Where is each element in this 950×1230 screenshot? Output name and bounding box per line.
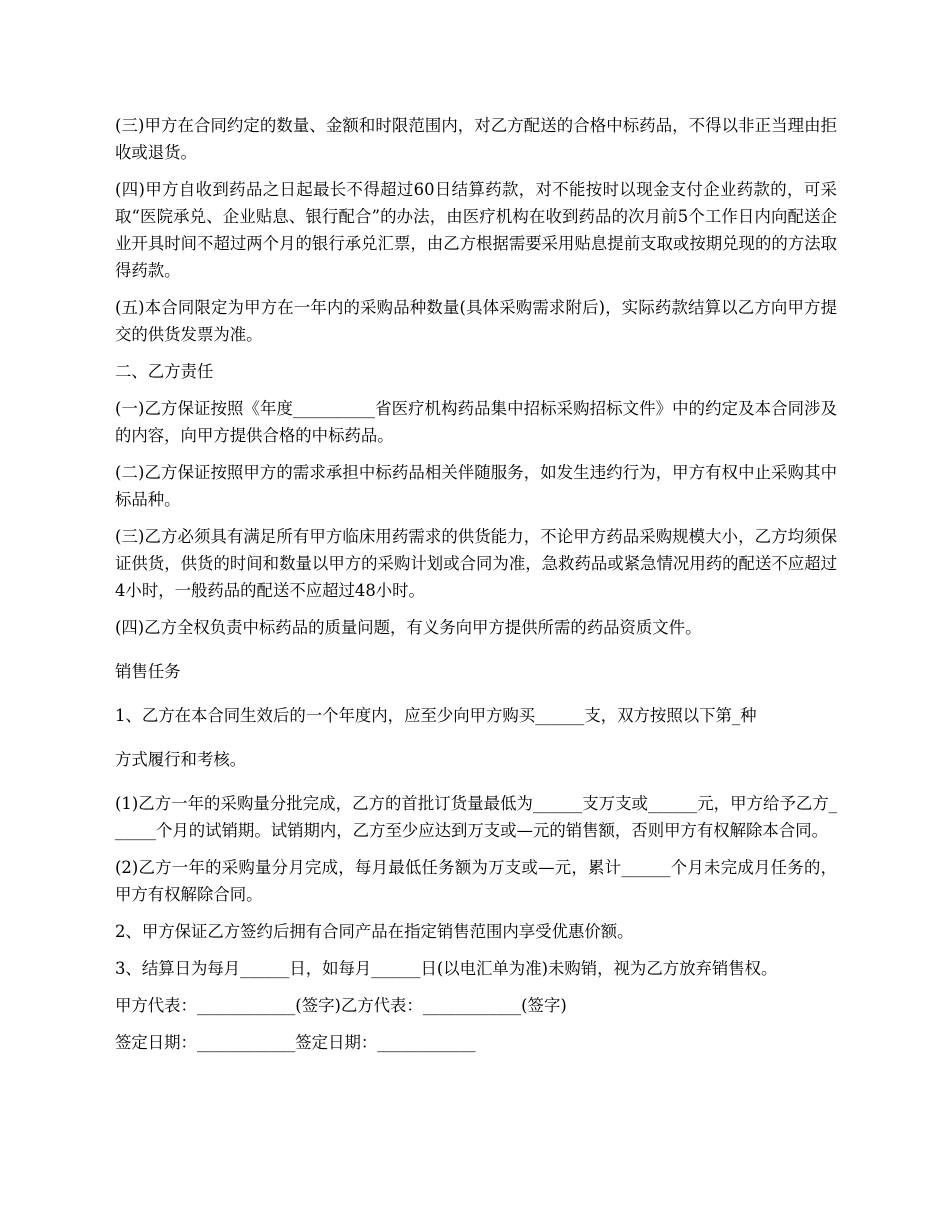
section-heading-party-b: 二、乙方责任 [115,362,214,381]
paragraph-sales-task-3: 3、结算日为每月______日，如每月______日(以电汇单为准)未购销，视为乙方放弃销售权。 [115,959,778,978]
paragraph-party-a-no-reject: (三)甲方在合同约定的数量、金额和时限范围内，对乙方配送的合格中标药品，不得以非正当理由拒收或退货。 [115,116,837,162]
paragraph-party-a-scope: (五)本合同限定为甲方在一年内的采购品种数量(具体采购需求附后)，实际药款结算以乙方向甲方提交的供货发票为准。 [115,298,837,344]
signature-line: 甲方代表：____________(签字)乙方代表：____________(签字) [115,996,567,1015]
paragraph-party-b-supply: (三)乙方必须具有满足所有甲方临床用药需求的供货能力，不论甲方药品采购规模大小，乙方均须保证供货，供货的时间和数量以甲方的采购计划或合同为准，急救药品或紧急情况用药的配送不应超过4小时，一般药品的配送不应超过48小时。 [115,527,837,600]
paragraph-sales-task-2: 2、甲方保证乙方签约后拥有合同产品在指定销售范围内享受优惠价额。 [115,922,634,941]
document-body [115,112,837,1066]
signing-date-line: 签定日期：____________签定日期：____________ [115,1033,476,1052]
paragraph-party-a-settlement: (四)甲方自收到药品之日起最长不得超过60日结算药款，对不能按时以现金支付企业药款的，可采取“医院承兑、企业贴息、银行配合”的办法，由医疗机构在收到药品的次月前5个工作日内向配送企业开具时间不超过两个月的银行承兑汇票，由乙方根据需要采用贴息提前支取或按期兑现的的方法取得药款。 [115,180,837,280]
paragraph-sales-task-1: 1、乙方在本合同生效后的一个年度内，应至少向甲方购买______支，双方按照以下第_种 [115,706,757,725]
paragraph-party-b-service: (二)乙方保证按照甲方的需求承担中标药品相关伴随服务，如发生违约行为，甲方有权中止采购其中标品种。 [115,463,837,509]
section-heading-sales-task: 销售任务 [115,662,181,681]
paragraph-sales-option-1: (1)乙方一年的采购量分批完成，乙方的首批订货量最低为______支万支或______元，甲方给予乙方______个月的试销期。试销期内，乙方至少应达到万支或—元的销售额，否则甲方有权解除本合同。 [115,794,837,840]
paragraph-party-b-quality: (四)乙方全权负责中标药品的质量问题，有义务向甲方提供所需的药品资质文件。 [115,618,702,637]
paragraph-party-b-guarantee: (一)乙方保证按照《年度__________省医疗机构药品集中招标采购招标文件》中的约定及本合同涉及的内容，向甲方提供合格的中标药品。 [115,399,837,445]
paragraph-sales-option-2: (2)乙方一年的采购量分月完成，每月最低任务额为万支或—元，累计______个月未完成月任务的，甲方有权解除合同。 [115,858,837,904]
paragraph-sales-task-1-cont: 方式履行和考核。 [115,750,247,769]
